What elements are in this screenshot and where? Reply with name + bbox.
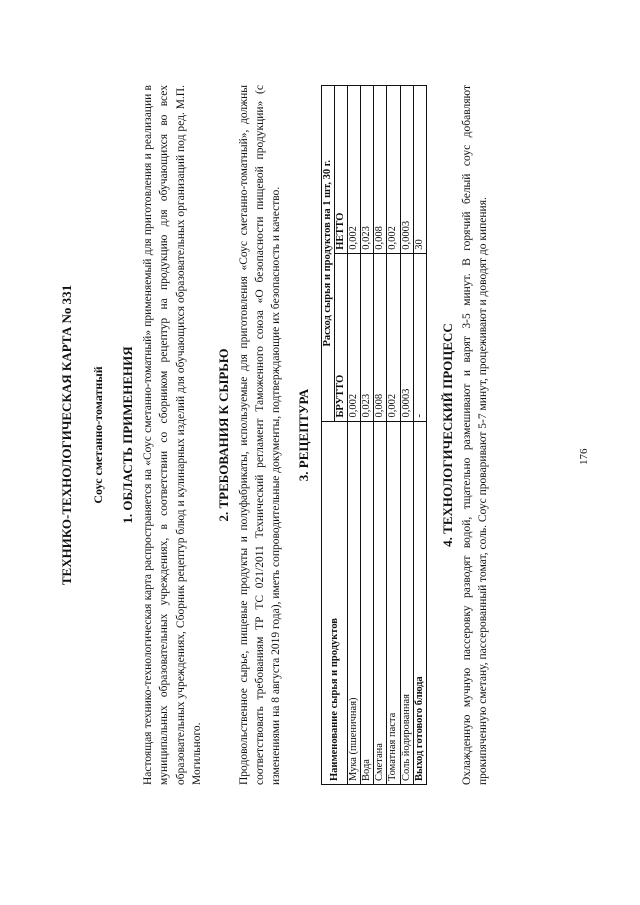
section-heading-scope: 1. ОБЛАСТЬ ПРИМЕНЕНИЯ [120,346,136,524]
page-number: 176 [578,448,590,465]
header-gross: БРУТТО [335,253,348,421]
recipe-table [321,85,427,785]
row-net: 0,002 [348,86,361,254]
row-net: 0,0003 [400,86,413,254]
header-product-name: Наименование сырья и продуктов [322,421,348,784]
row-net: 0,023 [361,86,374,254]
row-net: 0,008 [374,86,387,254]
row-gross: 0,008 [374,253,387,421]
table-yield-row [413,86,426,785]
section-heading-requirements: 2. ТРЕБОВАНИЯ К СЫРЬЮ [216,348,232,522]
row-gross: 0,002 [348,253,361,421]
document-content [58,85,492,785]
section-heading-process: 4. ТЕХНОЛОГИЧЕСКИЙ ПРОЦЕСС [439,323,455,547]
table-header-row [322,86,335,785]
section-heading-recipe: 3. РЕЦЕПТУРА [295,388,311,482]
row-name: Томатная паста [387,421,400,784]
row-gross: 0,023 [361,253,374,421]
yield-name: Выход готового блюда [413,421,426,784]
table-row [348,86,361,785]
header-net: НЕТТО [335,86,348,254]
row-gross: 0,0003 [400,253,413,421]
row-name: Вода [361,421,374,784]
section-text-requirements: Продовольственное сырье, пищевые продукты и полуфабрикаты, используемые для приготовления «Соус сметанно-томатный», должны соответствовать требованиям ТР ТС 021/2011 Технический регламент Таможенного союза «О безопасности пищевой продукции» (с изменениями на 8 августа 2019 года), иметь сопроводительные документы, подтверждающие их безопасность и качество. [237,85,283,785]
row-net: 0,002 [387,86,400,254]
section-text-process: Охлажденную мучную пассеровку разводят водой, тщательно размешивают и варят 3-5 минут. В горячий белый соус добавляют прокипяченную сметану, пассерованный томат, соль. Соус проваривают 5-7 минут, процеживают и доводят до кипения. [461,85,490,785]
row-name: Сметана [374,421,387,784]
table-row [361,86,374,785]
yield-gross: - [413,253,426,421]
yield-net: 30 [413,86,426,254]
section-text-scope: Настоящая технико-технологическая карта распространяется на «Соус сметанно-томатный» применяемый для приготовления и реализации в муниципальных образовательных учреждениях, в соответствии со сборником рецептур на продукцию для обучающихся во всех образовательных учреждениях, Сборник рецептур блюд и кулинарных изделий для обучающихся образовательных организаций под ред. М.П. Могильного. [141,85,203,785]
table-row [387,86,400,785]
row-name: Соль йодированная [400,421,413,784]
row-name: Мука (пшеничная) [348,421,361,784]
row-gross: 0,002 [387,253,400,421]
table-row [374,86,387,785]
document-title: ТЕХНИКО-ТЕХНОЛОГИЧЕСКАЯ КАРТА No 331 [59,284,74,586]
document-subtitle: Соус сметанно-томатный [91,366,106,504]
header-consumption: Расход сырья и продуктов на 1 шт, 30 г. [322,86,335,422]
table-row [400,86,413,785]
